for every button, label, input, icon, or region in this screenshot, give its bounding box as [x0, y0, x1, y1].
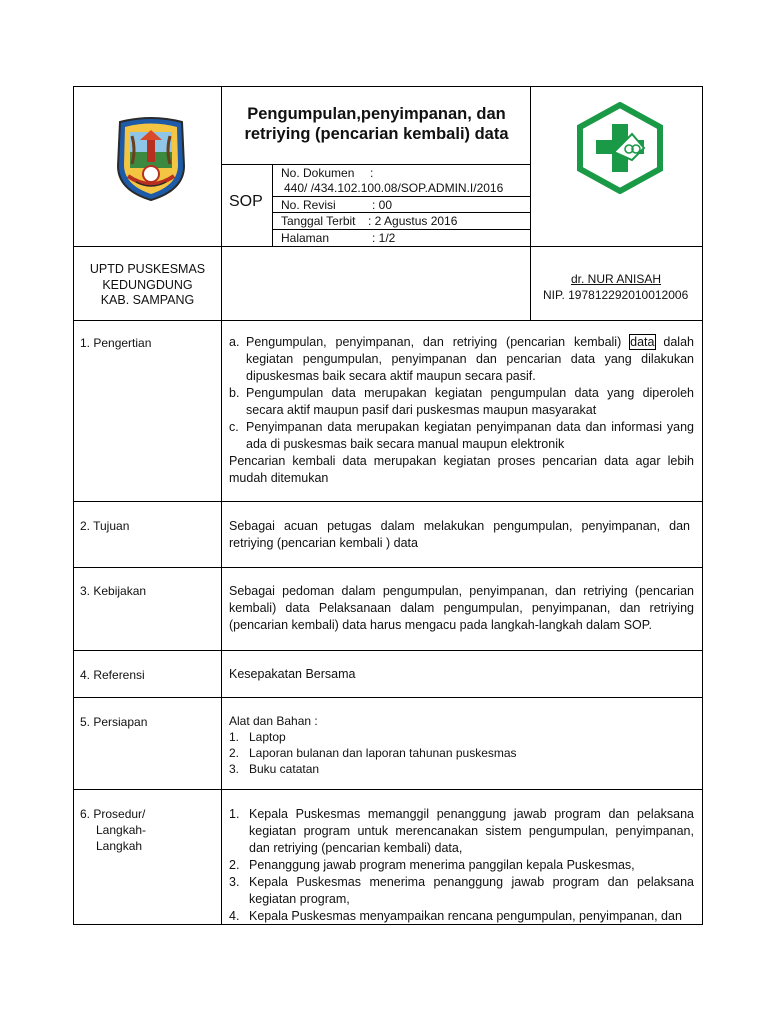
row-line-5	[73, 650, 703, 651]
item-a-text-post: dalah kegiatan pengumpulan, penyimpanan dan pencarian data yang dilakukan dipuskesmas baik secara aktif maupun secara pasif.	[246, 335, 694, 383]
prosedur-content	[229, 806, 694, 923]
pengertian-item-b	[229, 385, 694, 419]
label-referensi: 4. Referensi	[80, 668, 145, 682]
item-a-marker: a.	[229, 335, 240, 349]
label-pengertian: 1. Pengertian	[80, 336, 152, 350]
divider-sop	[272, 164, 273, 247]
persiapan-item-number: 1.	[229, 730, 240, 744]
divider-title	[221, 164, 531, 165]
label-tujuan: 2. Tujuan	[80, 519, 130, 533]
persiapan-item-text: Laptop	[249, 730, 286, 744]
signer-name: dr. NUR ANISAH	[571, 272, 662, 286]
sop-label: SOP	[229, 193, 263, 210]
border-bottom	[73, 924, 703, 925]
pengertian-item-c	[229, 419, 694, 453]
prosedur-item-text: Kepala Puskesmas menerima penanggung jawab program dan pelaksana kegiatan program,	[249, 875, 694, 906]
border-top	[73, 86, 703, 87]
divider-tanggal	[272, 212, 531, 213]
tujuan-content	[229, 518, 690, 552]
divider-revisi	[272, 196, 531, 197]
divider-halaman	[272, 229, 531, 230]
pengertian-content	[229, 334, 694, 487]
item-a-text-pre: Pengumpulan, penyimpanan, dan retriying (pencarian kembali)	[246, 335, 622, 349]
row-line-7	[73, 789, 703, 790]
puskesmas-logo-icon	[574, 102, 666, 194]
label-prosedur-3: Langkah	[96, 839, 143, 853]
border-left	[73, 86, 74, 925]
item-a-boxed-word: data	[630, 335, 655, 349]
prosedur-item	[229, 806, 694, 857]
prosedur-item-text: Penanggung jawab program menerima panggilan kepala Puskesmas,	[249, 858, 635, 872]
persiapan-item-number: 3.	[229, 762, 240, 776]
prosedur-item-number: 2.	[229, 858, 240, 872]
prosedur-item	[229, 857, 694, 874]
pengertian-item-a	[229, 334, 694, 385]
issue-date-value: : 2 Agustus 2016	[368, 214, 458, 228]
divider-right-col	[530, 86, 531, 321]
divider-left-col	[221, 86, 222, 925]
persiapan-item-text: Laporan bulanan dan laporan tahunan puskesmas	[249, 746, 517, 760]
prosedur-item	[229, 908, 694, 923]
item-b-text: Pengumpulan data merupakan kegiatan pengumpulan data yang diperoleh secara aktif maupun pasif dari puskesmas maupun masyarakat	[246, 386, 694, 417]
revision-value: : 00	[372, 198, 393, 212]
row-line-3	[73, 501, 703, 502]
org-line-3: KAB. SAMPANG	[100, 293, 195, 307]
label-persiapan: 5. Persiapan	[80, 715, 148, 729]
persiapan-item	[229, 729, 689, 745]
label-kebijakan: 3. Kebijakan	[80, 584, 147, 598]
org-line-1: UPTD PUSKESMAS	[89, 262, 206, 276]
document-title: Pengumpulan,penyimpanan, dan retriying (pencarian kembali) data	[244, 105, 509, 143]
doc-number-value: 440/ /434.102.100.08/SOP.ADMIN.I/2016	[284, 181, 504, 195]
issue-date-label: Tanggal Terbit	[281, 214, 356, 228]
row-line-1	[73, 246, 703, 247]
item-c-marker: c.	[229, 420, 239, 434]
border-right	[702, 86, 703, 925]
kebijakan-content	[229, 583, 694, 634]
item-c-text: Penyimpanan data merupakan kegiatan penyimpanan data dan informasi yang ada di puskesmas baik secara manual maupun elektronik	[246, 420, 694, 451]
row-line-2	[73, 320, 703, 321]
sampang-emblem-icon	[112, 116, 190, 202]
label-prosedur-1: 6. Prosedur/	[80, 807, 146, 821]
page-value: : 1/2	[372, 231, 396, 245]
row-line-6	[73, 697, 703, 698]
tujuan-text: Sebagai acuan petugas dalam melakukan pengumpulan, penyimpanan, dan retriying (pencarian kembali ) data	[229, 519, 690, 550]
persiapan-item-number: 2.	[229, 746, 240, 760]
prosedur-item-number: 1.	[229, 807, 240, 821]
revision-label: No. Revisi	[281, 198, 336, 212]
prosedur-item	[229, 874, 694, 908]
doc-number-colon: :	[370, 166, 374, 180]
row-line-4	[73, 567, 703, 568]
prosedur-item-number: 4.	[229, 909, 240, 923]
prosedur-item-text: Kepala Puskesmas memanggil penanggung jawab program dan pelaksana kegiatan program untuk merencanakan sistem pengumpulan, penyimpanan, dan retriying (pencarian kembali) data,	[249, 807, 694, 855]
item-b-marker: b.	[229, 386, 240, 400]
pengertian-tail: Pencarian kembali data merupakan kegiatan proses pencarian data agar lebih mudah ditemukan	[229, 454, 694, 485]
doc-number-label: No. Dokumen	[281, 166, 355, 180]
persiapan-item-text: Buku catatan	[249, 762, 320, 776]
persiapan-intro: Alat dan Bahan :	[229, 714, 318, 728]
page-label: Halaman	[281, 231, 330, 245]
prosedur-item-text: Kepala Puskesmas menyampaikan rencana pengumpulan, penyimpanan, dan	[249, 909, 682, 923]
persiapan-item	[229, 745, 689, 761]
signer-nip: NIP. 197812292010012006	[543, 288, 689, 302]
persiapan-content	[229, 713, 689, 777]
label-prosedur-2: Langkah-	[96, 823, 147, 837]
org-line-2: KEDUNGDUNG	[102, 278, 193, 292]
prosedur-item-number: 3.	[229, 875, 240, 889]
kebijakan-text: Sebagai pedoman dalam pengumpulan, penyimpanan, dan retriying (pencarian kembali) data Pelaksanaan dalam pengumpulan, penyimpanan, dan retriying (pencarian kembali) data harus mengacu pada langkah-langkah dalam SOP.	[229, 584, 694, 632]
referensi-text: Kesepakatan Bersama	[229, 667, 356, 681]
persiapan-item	[229, 761, 689, 777]
